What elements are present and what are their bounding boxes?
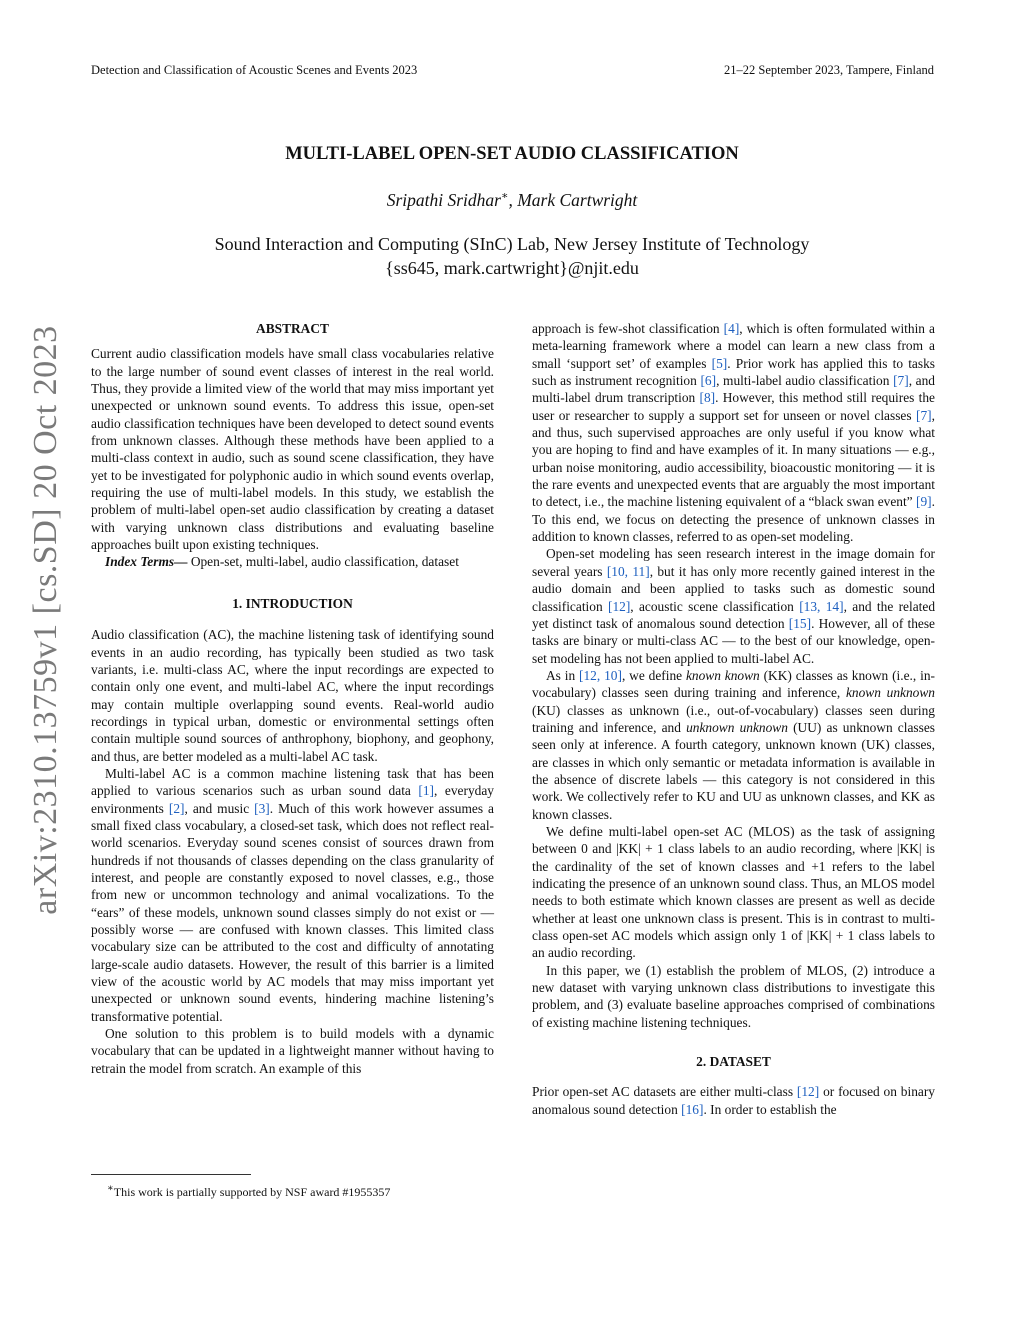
right-paragraph-4: We define multi-label open-set AC (MLOS) as the task of assigning between 0 and |KK| + 1 class labels to an audio recording, where |KK| is the cardinality of the set of known classes and +1 refers to the label indicating the presence of an unknown sound class. Thus, an MLOS model needs to both estimate which known classes are present as well as decide whether at least one unknown class is present. This is in contrast to multi-class open-set AC models which assign only 1 of |KK| + 1 class labels to an audio recording. (532, 823, 935, 961)
right-column (532, 320, 935, 1118)
index-terms-label: Index Terms— (105, 554, 188, 570)
citation-link[interactable]: [3] (254, 800, 270, 816)
index-terms-text: Open-set, multi-label, audio classification, dataset (187, 554, 459, 570)
abstract-heading: ABSTRACT (256, 321, 329, 336)
index-terms (91, 553, 494, 570)
citation-link[interactable]: [7] (916, 407, 932, 423)
footnote (107, 1181, 390, 1200)
citation-link[interactable]: [9] (916, 494, 932, 510)
citation-link[interactable]: [13, 14] (799, 598, 844, 614)
abstract-text: Current audio classification models have small class vocabularies relative to the large number of sound event classes of interest in the real world. Thus, they provide a limited view of the world that may miss important yet unexpected or unknown sound events. To address this issue, open-set audio classification techniques have been developed to detect sound events from unknown classes. Although these methods have been applied to a multi-class context in audio, such as sound scene classification, they have yet to be investigated for polyphonic audio in which sound events overlap, requiring the use of multi-label models. In this study, we establish the problem of multi-label open-set audio classification by creating a dataset with varying unknown class distributions and evaluating baseline approaches built upon existing techniques. (91, 346, 494, 553)
citation-link[interactable]: [10, 11] (606, 563, 650, 579)
intro-paragraph-2: Multi-label AC is a common machine listening task that has been applied to various scenarios such as urban sound data [1], everyday environments [2], and music [3]. Much of this work however assumes a small fixed class vocabulary, a closed-set task, which does not reflect real-world scenarios. Everyday sound scenes consist of sources drawn from hundreds if not thousands of classes depending on the class granularity of interest, and people are constantly exposed to novel classes, e.g., those from new or uncommon technology and animal vocalizations. To the “ears” of these models, unknown sound classes simply do not exist or — possibly worse — are confused with known classes. This limited class vocabulary size can be attributed to the cost and difficulty of annotating large-scale audio datasets. However, the result of this barrier is a limited view of the acoustic world by AC models that may miss important yet unexpected or unknown sound events, hindering machine listening’s transformative potential. (91, 765, 494, 1024)
dataset-paragraph-1: Prior open-set AC datasets are either multi-class [12] or focused on binary anomalous sound detection [16]. In order to establish the (532, 1084, 935, 1117)
term-known-known: known known (685, 667, 760, 683)
term-unknown-unknown: unknown unknown (686, 719, 788, 735)
citation-link[interactable]: [16] (681, 1101, 704, 1117)
author-emails: {ss645, mark.cartwright}@njit.edu (385, 258, 639, 278)
citation-link[interactable]: [1] (418, 783, 435, 799)
intro-heading: 1. INTRODUCTION (232, 595, 353, 611)
right-paragraph-3: As in [12, 10], we define known known (KK) classes as known (i.e., in-vocabulary) classes seen during training and inference, known unknown (KU) classes as unknown (i.e., out-of-vocabulary) classes seen during training and inference, and unknown unknown (UU) as unknown classes seen only at inference. A fourth category, unknown known (UK) classes, are classes in which only semantic or metadata information is available in the absence of discrete labels — this category is not considered in this work. We collectively refer to KU and UU as unknown classes, and KK as known classes. (532, 667, 935, 822)
citation-link[interactable]: [2] (168, 800, 185, 816)
footnote-text: This work is partially supported by NSF award #1955357 (113, 1185, 391, 1199)
dataset-heading: 2. DATASET (696, 1054, 771, 1070)
citation-link[interactable]: [5] (711, 355, 728, 371)
right-paragraph-1: approach is few-shot classification [4], which is often formulated within a meta-learning framework where a model can learn a new class from a small ‘support set’ of examples [5]. Prior work has applied this to tasks such as instrument recognition [6], multi-label audio classification [7], and multi-label drum transcription [8]. However, this method still requires the user or researcher to supply a support set for unseen or novel classes [7], and thus, such supervised approaches are only useful if you know what you are hoping to find and have examples of it. In many situations — e.g., urban noise monitoring, audio accessibility, bioacoustic monitoring — it is the rare events and unexpected events that are arguably the most important to detect, i.e., the machine listening equivalent of a “black swan event” [9]. To this end, we focus on detecting the presence of unknown classes in addition to known classes, referred to as open-set modeling. (532, 321, 936, 545)
paper-title: MULTI-LABEL OPEN-SET AUDIO CLASSIFICATION (285, 144, 739, 164)
author-2: , Mark Cartwright (508, 189, 638, 210)
citation-link[interactable]: [7] (893, 373, 909, 389)
footnote-rule (91, 1174, 251, 1175)
citation-link[interactable]: [4] (723, 321, 740, 336)
footnote-marker: ∗ (500, 190, 509, 202)
author-1: Sripathi Sridhar (386, 189, 501, 210)
citation-link[interactable]: [15] (788, 615, 812, 631)
affiliation: Sound Interaction and Computing (SInC) Lab, New Jersey Institute of Technology (214, 234, 810, 254)
citation-link[interactable]: [6] (700, 373, 717, 389)
right-paragraph-5: In this paper, we (1) establish the problem of MLOS, (2) introduce a new dataset with varying unknown class distributions to investigate this problem, and (3) evaluate baseline approaches comprised of combinations of existing machine listening techniques. (532, 962, 935, 1030)
term-known-unknown: known unknown (845, 685, 935, 701)
running-header-right: 21–22 September 2023, Tampere, Finland (724, 63, 934, 77)
citation-link[interactable]: [12] (796, 1084, 820, 1100)
intro-paragraph-1: Audio classification (AC), the machine listening task of identifying sound events in an audio recording, has typically been studied as two task variants, i.e. multi-class AC, where the input recordings are expected to contain only one event, and multi-label AC, where the input recordings may contain multiple overlapping sound events. Real-world audio recordings in typical urban, domestic or environmental settings often contain multiple sound sources of anthrophony, biophony, and geophony, and thus, are better modeled as a multi-label AC task. (91, 627, 494, 764)
citation-link[interactable]: [12, 10] (579, 667, 622, 683)
left-column (91, 320, 494, 1077)
right-paragraph-2: Open-set modeling has seen research interest in the image domain for several years [10, 11], but it has only more recently gained interest in the audio domain and been applied to tasks such as domestic sound classification [12], acoustic scene classification [13, 14], and the related yet distinct task of anomalous sound detection [15]. However, all of these tasks are binary or multi-class AC — to the best of our knowledge, open-set modeling has not been applied to multi-label AC. (532, 546, 936, 666)
intro-paragraph-3: One solution to this problem is to build models with a dynamic vocabulary that can be updated in a lightweight manner without having to retrain the model from scratch. An example of this (91, 1026, 494, 1076)
running-header-left: Detection and Classification of Acoustic Scenes and Events 2023 (91, 63, 418, 77)
affiliation-block (0, 232, 1024, 280)
arxiv-id: arXiv:2310.13759v1 [cs.SD] 20 Oct 2023 (27, 325, 64, 915)
citation-link[interactable]: [12] (607, 598, 631, 614)
footnote-mark: ∗ (107, 1183, 114, 1194)
citation-link[interactable]: [8] (699, 390, 716, 406)
authors (0, 185, 1024, 211)
